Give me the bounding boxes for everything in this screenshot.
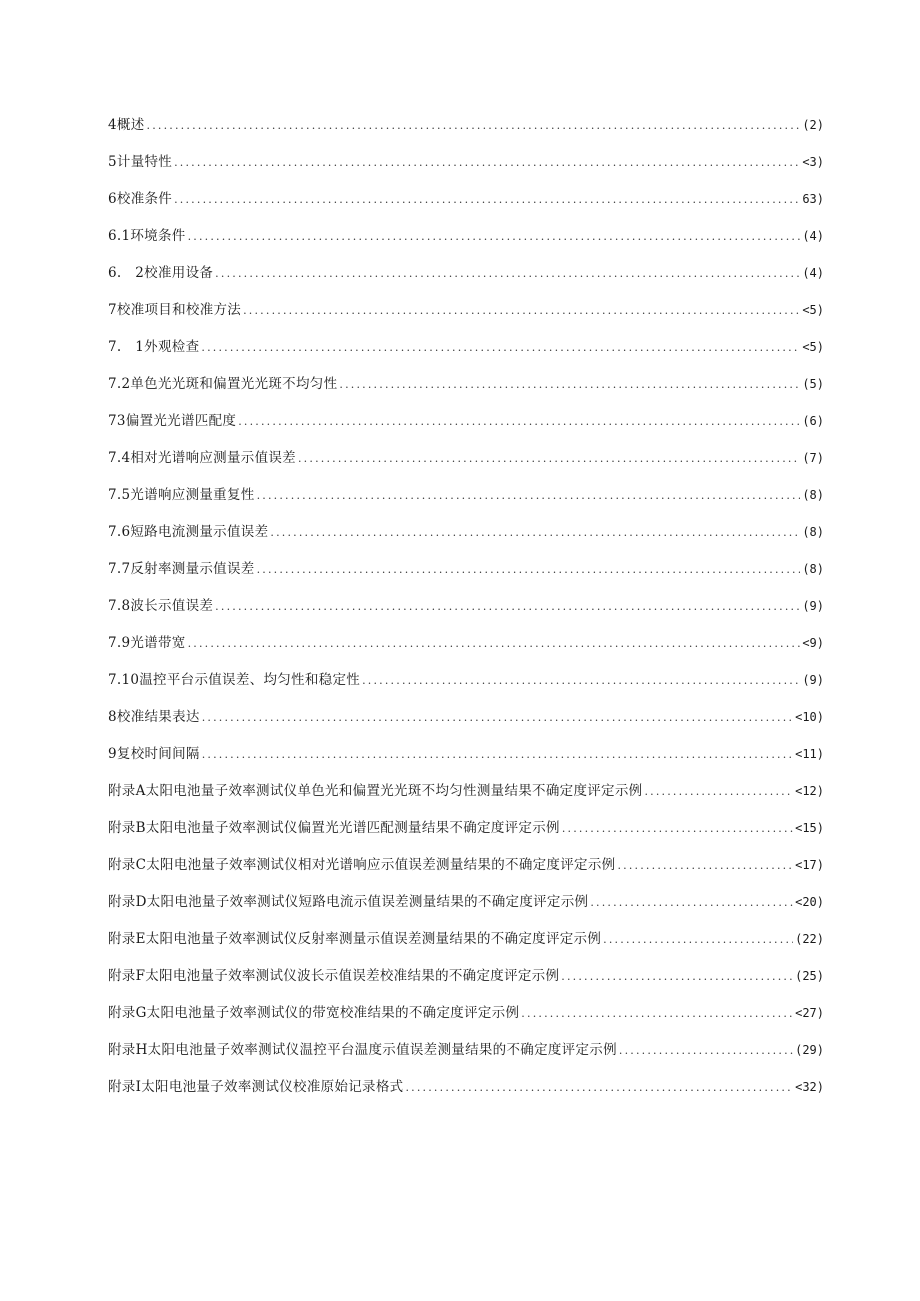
toc-leader-dots — [201, 341, 800, 354]
toc-entry[interactable] — [108, 779, 824, 816]
toc-entry[interactable] — [108, 187, 824, 224]
toc-entry[interactable] — [108, 890, 824, 927]
toc-entry[interactable] — [108, 224, 824, 261]
toc-entry-title: 附录G太阳电池量子效率测试仪的带宽校准结果的不确定度评定示例 — [108, 1005, 520, 1021]
toc-entry-title: 5计量特性 — [108, 154, 173, 170]
toc-leader-dots — [590, 896, 793, 909]
toc-entry-title: 8校准结果表达 — [108, 709, 200, 725]
toc-entry[interactable] — [108, 853, 824, 890]
toc-entry[interactable] — [108, 927, 824, 964]
toc-entry-title: 6.1环境条件 — [108, 228, 186, 244]
toc-leader-dots — [257, 563, 801, 576]
toc-entry[interactable] — [108, 298, 824, 335]
toc-entry-page: <17) — [795, 858, 824, 872]
toc-entry[interactable] — [108, 705, 824, 742]
toc-leader-dots — [619, 1044, 793, 1057]
toc-leader-dots — [215, 267, 800, 280]
toc-entry-page: 63) — [802, 192, 824, 206]
toc-leader-dots — [257, 489, 801, 502]
toc-entry[interactable] — [108, 335, 824, 372]
toc-leader-dots — [238, 415, 800, 428]
toc-entry[interactable] — [108, 594, 824, 631]
toc-leader-dots — [147, 119, 801, 132]
toc-leader-dots — [561, 970, 793, 983]
toc-entry-title: 4概述 — [108, 117, 145, 133]
table-of-contents — [108, 113, 824, 1112]
toc-entry[interactable] — [108, 372, 824, 409]
toc-entry-title: 附录F太阳电池量子效率测试仪波长示值误差校准结果的不确定度评定示例 — [108, 968, 560, 984]
toc-entry-page: (2) — [802, 118, 824, 132]
toc-entry-title: 7.4相对光谱响应测量示值误差 — [108, 450, 296, 466]
toc-entry-title: 7.10温控平台示值误差、均匀性和稳定性 — [108, 672, 361, 688]
toc-entry-title: 7.6短路电流测量示值误差 — [108, 524, 269, 540]
toc-entry-title: 附录I太阳电池量子效率测试仪校准原始记录格式 — [108, 1079, 404, 1095]
toc-entry-page: (8) — [802, 488, 824, 502]
toc-entry[interactable] — [108, 742, 824, 779]
toc-entry-title: 7校准项目和校准方法 — [108, 302, 242, 318]
toc-entry-title: 附录C太阳电池量子效率测试仪相对光谱响应示值误差测量结果的不确定度评定示例 — [108, 857, 616, 873]
toc-entry-page: (29) — [795, 1043, 824, 1057]
toc-entry-title: 9复校时间间隔 — [108, 746, 200, 762]
toc-entry-page: (7) — [802, 451, 824, 465]
toc-entry[interactable] — [108, 261, 824, 298]
toc-entry-page: <15) — [795, 821, 824, 835]
toc-entry-page: (9) — [802, 673, 824, 687]
toc-leader-dots — [215, 600, 800, 613]
toc-entry[interactable] — [108, 631, 824, 668]
toc-entry[interactable] — [108, 409, 824, 446]
toc-leader-dots — [202, 711, 793, 724]
toc-entry-page: (6) — [802, 414, 824, 428]
toc-entry-page: <11) — [795, 747, 824, 761]
toc-entry-title: 附录B太阳电池量子效率测试仪偏置光光谱匹配测量结果不确定度评定示例 — [108, 820, 560, 836]
toc-leader-dots — [202, 748, 793, 761]
toc-leader-dots — [362, 674, 800, 687]
toc-entry-page: (5) — [802, 377, 824, 391]
toc-leader-dots — [298, 452, 800, 465]
toc-entry-title: 7.8波长示值误差 — [108, 598, 214, 614]
toc-leader-dots — [270, 526, 800, 539]
toc-entry-page: (25) — [795, 969, 824, 983]
toc-entry-page: <5) — [802, 340, 824, 354]
toc-entry-title: 附录H太阳电池量子效率测试仪温控平台温度示值误差测量结果的不确定度评定示例 — [108, 1042, 617, 1058]
toc-leader-dots — [174, 156, 800, 169]
toc-leader-dots — [405, 1081, 793, 1094]
toc-entry[interactable] — [108, 557, 824, 594]
toc-entry-title: 6. 2校准用设备 — [108, 265, 214, 281]
toc-leader-dots — [243, 304, 800, 317]
toc-entry[interactable] — [108, 1075, 824, 1112]
toc-entry-title: 7.5光谱响应测量重复性 — [108, 487, 255, 503]
toc-entry-page: (4) — [802, 229, 824, 243]
toc-entry-title: 6校准条件 — [108, 191, 173, 207]
toc-entry-title: 附录A太阳电池量子效率测试仪单色光和偏置光光斑不均匀性测量结果不确定度评定示例 — [108, 783, 643, 799]
toc-entry-page: <27) — [795, 1006, 824, 1020]
toc-leader-dots — [617, 859, 793, 872]
toc-leader-dots — [603, 933, 793, 946]
toc-leader-dots — [188, 637, 801, 650]
toc-entry-page: <3) — [802, 155, 824, 169]
toc-entry-page: (4) — [802, 266, 824, 280]
toc-entry[interactable] — [108, 113, 824, 150]
toc-leader-dots — [521, 1007, 793, 1020]
toc-entry[interactable] — [108, 520, 824, 557]
toc-entry-page: <20) — [795, 895, 824, 909]
toc-entry-page: (9) — [802, 599, 824, 613]
toc-entry-title: 7. 1外观检查 — [108, 339, 200, 355]
toc-entry-page: (8) — [802, 525, 824, 539]
toc-entry-title: 7.7反射率测量示值误差 — [108, 561, 255, 577]
toc-entry-title: 7.9光谱带宽 — [108, 635, 186, 651]
toc-entry-page: (22) — [795, 932, 824, 946]
toc-leader-dots — [644, 785, 793, 798]
toc-entry[interactable] — [108, 1038, 824, 1075]
toc-entry[interactable] — [108, 150, 824, 187]
toc-entry[interactable] — [108, 483, 824, 520]
toc-entry[interactable] — [108, 668, 824, 705]
toc-entry-title: 7.2单色光光斑和偏置光光斑不均匀性 — [108, 376, 338, 392]
toc-entry[interactable] — [108, 1001, 824, 1038]
toc-leader-dots — [562, 822, 793, 835]
toc-entry-page: <9) — [802, 636, 824, 650]
toc-entry-page: <10) — [795, 710, 824, 724]
toc-entry-title: 附录D太阳电池量子效率测试仪短路电流示值误差测量结果的不确定度评定示例 — [108, 894, 589, 910]
toc-leader-dots — [339, 378, 800, 391]
toc-entry-page: <5) — [802, 303, 824, 317]
toc-entry[interactable] — [108, 964, 824, 1001]
toc-entry[interactable] — [108, 446, 824, 483]
toc-entry-title: 附录E太阳电池量子效率测试仪反射率测量示值误差测量结果的不确定度评定示例 — [108, 931, 602, 947]
toc-entry-title: 73偏置光光谱匹配度 — [108, 413, 237, 429]
toc-entry-page: <32) — [795, 1080, 824, 1094]
toc-entry[interactable] — [108, 816, 824, 853]
toc-entry-page: (8) — [802, 562, 824, 576]
toc-entry-page: <12) — [795, 784, 824, 798]
toc-leader-dots — [188, 230, 801, 243]
toc-leader-dots — [174, 193, 800, 206]
